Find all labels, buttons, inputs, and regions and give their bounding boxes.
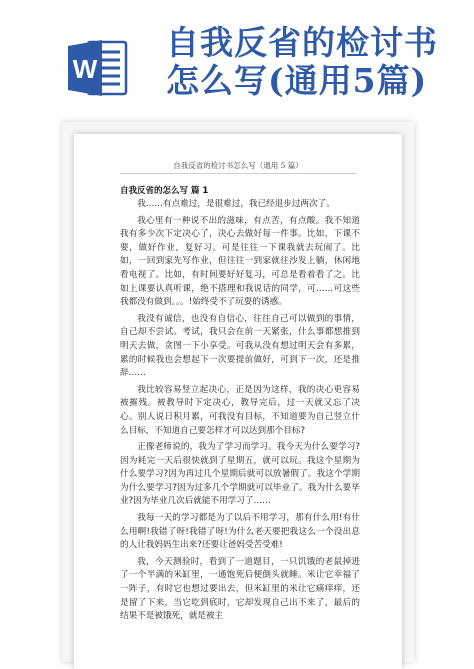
page-title-line-2: 怎么写(通用5篇) [166,61,428,100]
word-logo-letter: W [72,54,98,84]
paragraph: 我比较容易竖立起决心，正是因为这样，我的决心更容易被摧残。被教导时下定决心，教导完后，过一天就又忘了决心。别人说日积月累，可我没有目标，不知道要为自己竖立什么目标，不知道自己要怎样才可以达到那个目标? [120,384,360,436]
header-divider [120,173,356,174]
document-body [120,198,360,627]
running-header: 自我反省的检讨书怎么写（通用 5 篇） [173,161,303,170]
section-heading: 自我反省的怎么写 篇 1 [120,186,209,196]
paragraph: 我每一天的学习都是为了以后不用学习，那有什么用!有什么用啊!我错了呀!我错了呀!为什么老天要把我这么一个没出息的人让我妈妈生出来?还要让爸妈受苦受难! [120,513,360,551]
paragraph: 我……有点难过，是很难过，我已经退步过两次了。 [137,199,335,209]
header-banner [0,0,474,125]
paragraph: 我，今天测验时，看到了一道题目，一只饥饿的老鼠掉进了一个半满的米缸里，一通饱死后便倒头就睡。米让它幸福了一阵子，有时它也想过要出去，但米缸里的米让它痛痒痒，还是留了下来，当它吃到底时，它却发现自己出不来了，最后的结果不是被饿死，就是被主 [120,556,360,622]
paragraph: 我没有诚信，也没有自信心，往往自己可以做到的事情，自己却不尝试。考试，我只会在前一天紧张，什么事都想推到明天去做，贪图一下小享受。可我从没有想过明天会有多累，累的时候我也会想起下一次要提前做好，可到下一次，还是推辞…… [120,313,360,379]
page-title-line-1: 自我反省的检讨书 [166,23,438,62]
paragraph: 正像老师说的，我为了学习而学习。我今天为什么要学习?因为耗完一天后很快就到了星期五，就可以玩。我这个星期为什么要学习?因为再过几个星期后就可以放暑假了。我这个学期为什么要学习?因为过多几个学期就可以毕业了。我为什么要毕业?因为毕业几次后就能不用学习了…… [120,442,360,507]
word-document-icon [66,36,130,100]
paragraph: 我心里有一种说不出的滋味，有点苦，有点酸。我不知道我有多少次下定决心了，决心去做好每一件事。比如，下课不要，做好作业，复好习。可是往往一下课我就去玩闹了。比如，一回到家先写作业，但往往一到家就往沙发上躺，休闲地看电视了。比如，有时间要好好复习，可总是看着看了之。比如上课要认真听课，绝不搭理和我说话的同学，可……可这些我都没有做到。。。!始终受不了玩耍的诱惑。 [120,215,360,308]
document-page [74,134,402,669]
